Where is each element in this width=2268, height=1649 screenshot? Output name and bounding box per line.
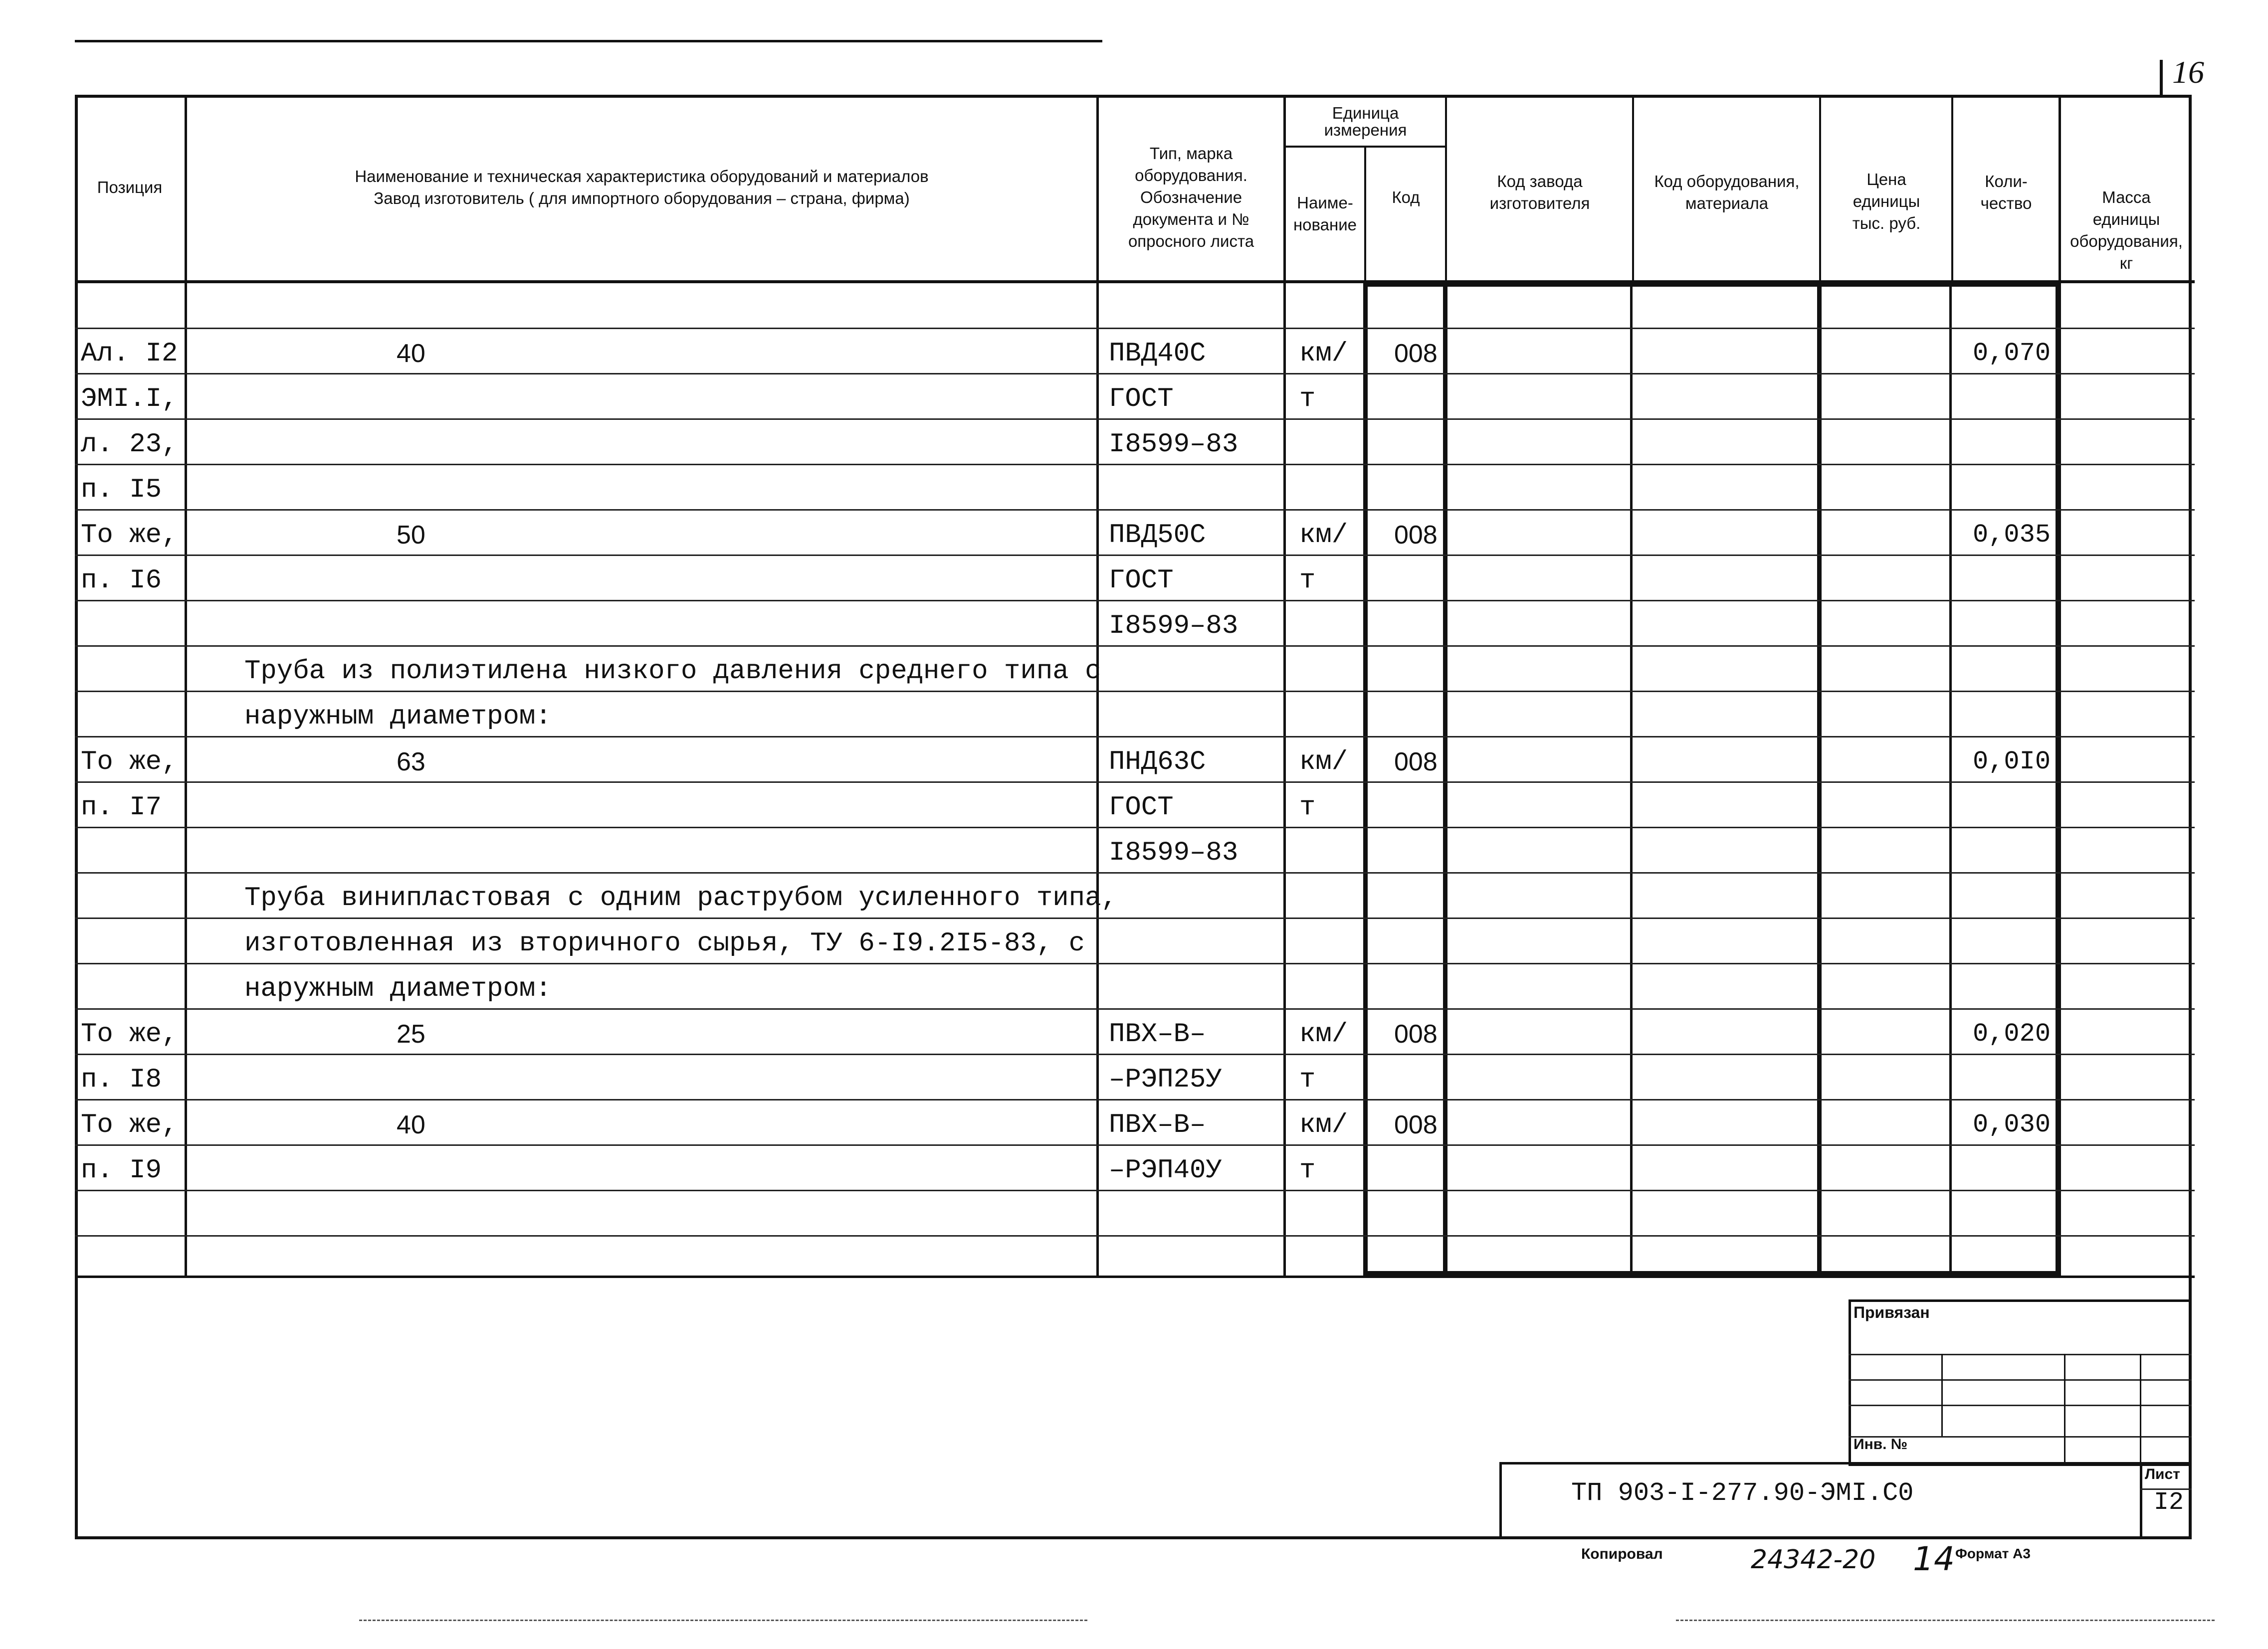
handwritten-sheet-number: 14 [1913, 1540, 1955, 1578]
col-line-7-header [1819, 95, 1821, 280]
cell-type: ПВД50С [1109, 520, 1206, 550]
table-row [75, 418, 2192, 464]
cell-unit-name: т [1299, 384, 1316, 414]
table-row [75, 554, 2192, 600]
header-unit-name: Наиме- нование [1293, 193, 1357, 234]
cell-quantity: 0,070 [1973, 339, 2051, 368]
header-unit-code: Код [1392, 188, 1420, 206]
scan-dash-right [1676, 1620, 2215, 1621]
cell-unit-name: км/ [1299, 339, 1348, 369]
table-row [75, 1190, 2192, 1235]
cell-position: Ал. I2 [81, 339, 178, 369]
header-factory-code: Код завода изготовителя [1489, 172, 1590, 212]
cell-unit-name: км/ [1299, 1019, 1348, 1050]
header-position: Позиция [97, 178, 163, 196]
cell-unit-code: 008 [1394, 1110, 1438, 1139]
col-line-4-header [1364, 146, 1366, 280]
table-row [75, 1054, 2192, 1099]
sheet-number: I2 [2154, 1488, 2184, 1517]
scan-dash-left [359, 1620, 1087, 1621]
cell-type: ГОСТ [1109, 384, 1174, 414]
header-mass: Масса единицы оборудования, кг [2070, 188, 2183, 272]
cell-position: п. I9 [81, 1155, 162, 1186]
header-price: Цена единицы тыс. руб. [1852, 170, 1921, 232]
cell-position: л. 23, [81, 429, 178, 460]
table-row [75, 872, 2192, 917]
cell-type: –РЭП40У [1109, 1155, 1222, 1186]
cell-unit-name: км/ [1299, 747, 1348, 777]
format-label: Формат А3 [1955, 1546, 2031, 1561]
table-row [75, 827, 2192, 872]
cell-position: ЭМI.I, [81, 384, 178, 414]
table-row [75, 645, 2192, 691]
title-block-sheet-divider [2140, 1462, 2142, 1539]
cell-unit-code: 008 [1394, 747, 1438, 776]
cell-type: I8599–83 [1109, 429, 1238, 460]
table-row [75, 373, 2192, 418]
cell-name: наружным диаметром: [244, 974, 552, 1004]
cell-unit-code: 008 [1394, 1020, 1438, 1049]
cell-unit-code: 008 [1394, 521, 1438, 550]
top-rule [75, 40, 1102, 42]
table-row [75, 691, 2192, 736]
table-row [75, 282, 2192, 328]
table-row [75, 1099, 2192, 1144]
page-number-tick [2160, 60, 2163, 95]
cell-type: ПВХ–В– [1109, 1019, 1206, 1050]
document-code: ТП 903-I-277.90-ЭМI.С0 [1571, 1478, 1914, 1508]
cell-name: Труба винипластовая с одним раструбом усиленного типа, [244, 883, 1117, 914]
table-row [75, 736, 2192, 781]
cell-type: ПНД63С [1109, 747, 1206, 777]
header-equipment-code: Код оборудования, материала [1654, 172, 1800, 212]
table-row [75, 917, 2192, 963]
header-quantity: Коли- чество [1980, 172, 2032, 212]
cell-name: наружным диаметром: [244, 702, 552, 732]
archive-number: 24342-20 [1751, 1545, 1876, 1575]
cell-type: –РЭП25У [1109, 1065, 1222, 1095]
cell-type: I8599–83 [1109, 611, 1238, 641]
cell-unit-name: т [1299, 1155, 1316, 1186]
stamp-col-3 [2140, 1354, 2141, 1466]
cell-position: То же, [81, 520, 178, 550]
cell-unit-code: 008 [1394, 339, 1438, 368]
stamp-col-1 [1941, 1354, 1943, 1436]
col-line-6-header [1632, 95, 1634, 280]
cell-position: п. I6 [81, 565, 162, 596]
cell-position: То же, [81, 1110, 178, 1140]
cell-type: ГОСТ [1109, 565, 1174, 596]
table-row [75, 1235, 2192, 1281]
cell-name: 63 [397, 747, 425, 776]
cell-name: 50 [397, 521, 425, 550]
cell-unit-name: км/ [1299, 520, 1348, 550]
header-unit-group: Единица измерения [1324, 104, 1407, 139]
table-row [75, 509, 2192, 554]
cell-name: 25 [397, 1020, 425, 1049]
header-type: Тип, марка оборудования. Обозначение документа и № опросного листа [1128, 144, 1254, 250]
cell-position: п. I5 [81, 475, 162, 505]
cell-unit-name: км/ [1299, 1110, 1348, 1140]
inventory-label: Инв. № [1854, 1436, 1908, 1453]
cell-position: То же, [81, 747, 178, 777]
sheet-label: Лист [2145, 1466, 2180, 1482]
cell-name: 40 [397, 339, 425, 368]
cell-quantity: 0,020 [1973, 1019, 2051, 1049]
table-row [75, 1008, 2192, 1054]
cell-type: ПВД40С [1109, 339, 1206, 369]
cell-unit-name: т [1299, 1065, 1316, 1095]
cell-unit-name: т [1299, 792, 1316, 823]
attached-label: Привязан [1854, 1303, 1930, 1321]
copied-label: Копировал [1581, 1546, 1663, 1562]
cell-quantity: 0,0I0 [1973, 747, 2051, 776]
cell-quantity: 0,030 [1973, 1110, 2051, 1139]
cell-quantity: 0,035 [1973, 520, 2051, 550]
cell-name: изготовленная из вторичного сырья, ТУ 6-I9.2I5-83, с [244, 928, 1085, 959]
cell-unit-name: т [1299, 565, 1316, 596]
stamp-col-2 [2064, 1354, 2065, 1466]
header-name: Наименование и техническая характеристика оборудований и материалов Завод изготовитель ( для импортного оборудования – страна, фирма) [355, 167, 929, 207]
table-row [75, 963, 2192, 1008]
cell-type: I8599–83 [1109, 838, 1238, 868]
cell-name: 40 [397, 1110, 425, 1139]
col-line-5-header [1445, 95, 1447, 280]
table-row [75, 781, 2192, 827]
col-line-8-header [1951, 95, 1953, 280]
cell-position: п. I8 [81, 1065, 162, 1095]
cell-type: ПВХ–В– [1109, 1110, 1206, 1140]
table-row [75, 1144, 2192, 1190]
table-row [75, 464, 2192, 509]
page-number: 16 [2172, 54, 2204, 90]
table-row [75, 328, 2192, 373]
cell-position: п. I7 [81, 792, 162, 823]
cell-position: То же, [81, 1019, 178, 1050]
cell-name: Труба из полиэтилена низкого давления среднего типа с [244, 656, 1101, 687]
table-row [75, 600, 2192, 645]
cell-type: ГОСТ [1109, 792, 1174, 823]
